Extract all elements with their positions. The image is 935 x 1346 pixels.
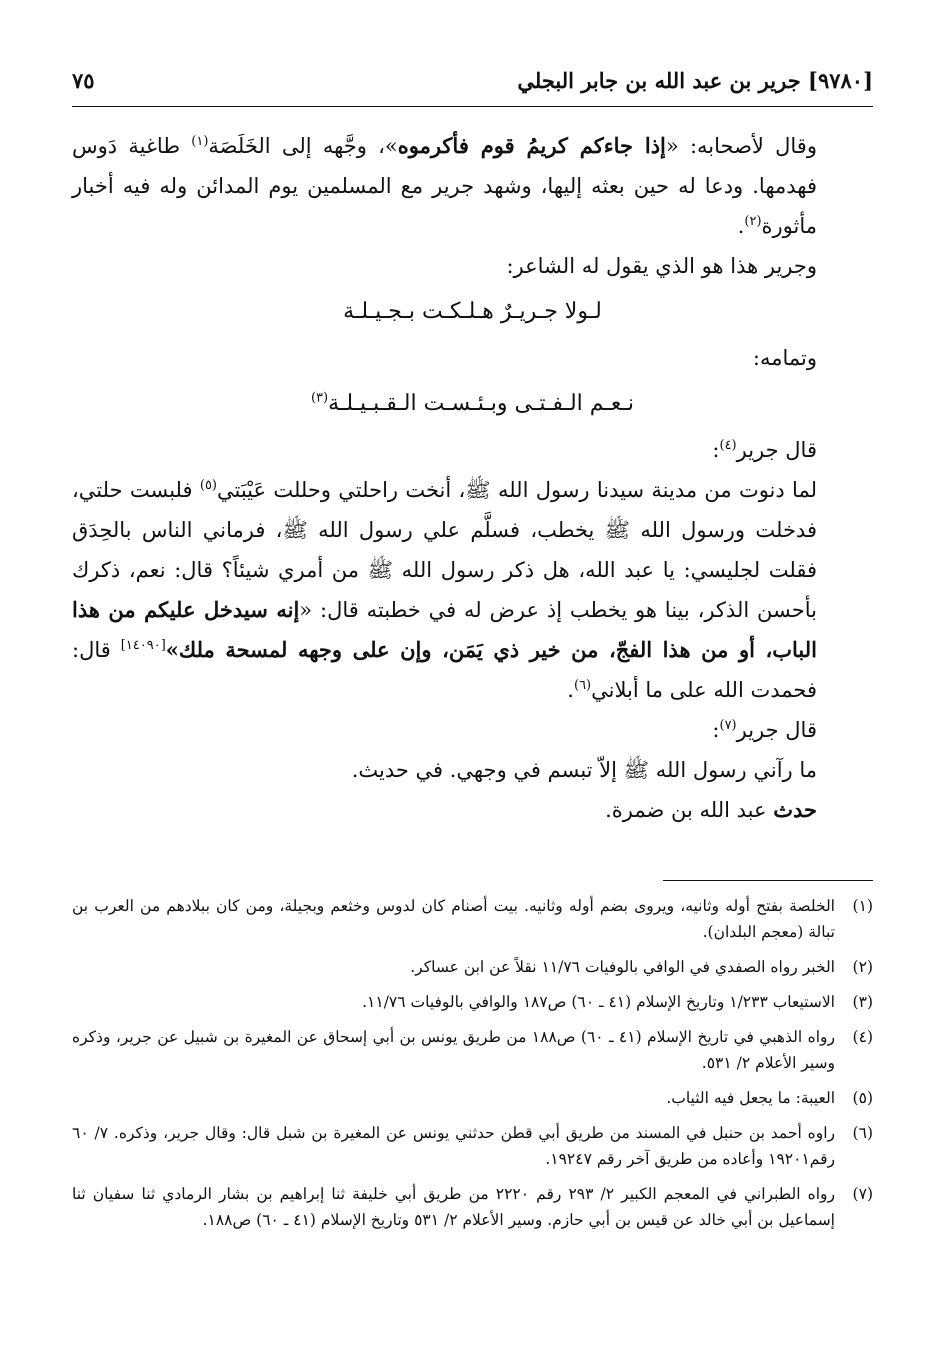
footnote-text: الاستيعاب ١/٢٣٣ وتاريخ الإسلام (٤١ ـ ٦٠) ص١٨٧ والوافي بالوفيات ١١/٧٦.: [362, 993, 835, 1011]
text-run: .: [567, 678, 574, 702]
paragraph-4: [72, 430, 873, 470]
footnote-text: رواه الذهبي في تاريخ الإسلام (٤١ ـ ٦٠) ص١٨٨ من طريق يونس بن أبي إسحاق عن المغيرة بن شبيل عن جرير، وذكره وسير الأعلام ٢/ ٥٣١.: [72, 1028, 835, 1072]
text-run: حدث: [773, 797, 817, 822]
footnote-text: راوه أحمد بن حنبل في المسند من طريق أبي قطن حدثني يونس عن المغيرة بن شبل قال: وقال جرير، وذكره. ٧/ ٦٠ رقم١٩٢٠١ وأعاده من طريق آخر رقم ١٩٢٤٧.: [72, 1124, 835, 1168]
footnote-text: الخلصة بفتح أوله وثانيه، ويروى بضم أوله وثانيه. بيت أصنام كان لدوس وخثعم وبجيلة، ومن كان ببلادهم من العرب بن تبالة (معجم البلدان).: [72, 897, 835, 941]
hadith-number: [١٤٠٩٠]: [120, 638, 166, 653]
footnote-text: الخبر رواه الصفدي في الوافي بالوفيات ١١/٧٦ نقلاً عن ابن عساكر.: [410, 958, 835, 976]
footnote: [72, 954, 873, 980]
paragraph-1: [72, 126, 873, 246]
text-run: قال: فحمدت الله على ما أبلاني: [72, 638, 817, 702]
text-run: »، وجَّهه إلى الخَلَصَة: [208, 134, 398, 158]
paragraph-2: وجرير هذا هو الذي يقول له الشاعر:: [506, 254, 817, 278]
text-run: قال جرير: [736, 438, 817, 462]
running-title: [٩٧٨٠] جرير بن عبد الله بن جابر البجلي: [517, 68, 873, 93]
footnote-text: رواه الطبراني في المعجم الكبير ٢/ ٢٩٣ رقم ٢٢٢٠ من طريق أبي خليفة ثنا إبراهيم بن بشار الرمادي ثنا سفيان ثنا إسماعيل بن أبي خالد عن قيس بن أبي حازم. وسير الأعلام ٢/ ٥٣١ وتاريخ الإسلام (٤١ ـ ٦٠) ص١٨٨.: [72, 1185, 835, 1229]
text-run: طاغية دَوس فهدمها. ودعا له حين بعثه إليها، وشهد جرير مع المسلمين يوم المدائن وله فيه أخبار مأثورة: [72, 134, 817, 238]
paragraph-6: [72, 710, 873, 750]
footnote-number: (١): [852, 897, 873, 915]
footnote-number: (٤): [852, 1028, 873, 1046]
text-run: عبد الله بن ضمرة.: [605, 798, 774, 822]
text-run: لما دنوت من مدينة سيدنا رسول الله ﷺ، أنخت راحلتي وحللت عَيْبَتي: [217, 478, 817, 502]
footnote-number: (٦): [852, 1124, 873, 1142]
footnote-ref: (٢): [744, 214, 762, 229]
text-run: :: [712, 718, 720, 742]
footnote-separator: [663, 880, 873, 881]
verse-line-1: لـولا جـريـرٌ هـلـكـت بـجـيـلـة: [343, 299, 602, 324]
footnote: [72, 1085, 873, 1111]
footnote-ref: (٦): [573, 678, 592, 693]
paragraph-8: [72, 790, 873, 830]
footnote-text: العيبة: ما يجعل فيه الثياب.: [666, 1089, 835, 1107]
paragraph-7: ما رآني رسول الله ﷺ إلاّ تبسم في وجهي. في حديث.: [351, 758, 817, 782]
text-run: فلبست حلتي، فدخلت ورسول الله ﷺ يخطب، فسلَّم علي رسول الله ﷺ، فرماني الناس بالحِدَق فقلت لجليسي: يا عبد الله، هل ذكر رسول الله ﷺ من أمري شيئاً؟ قال: نعم، ذكرك بأحسن الذكر، بينا هو يخطب إذ عرض له في خطبته قال: «: [72, 478, 817, 622]
page-number: ٧٥: [72, 68, 95, 93]
footnote-number: (٣): [852, 993, 873, 1011]
paragraph-3: وتمامه:: [752, 346, 817, 370]
footnote-ref: (٧): [719, 718, 737, 733]
footnote-ref: (٤): [719, 438, 737, 453]
footnotes: [72, 893, 873, 1242]
text-run: قال جرير: [736, 718, 817, 742]
footnote: [72, 1181, 873, 1233]
verse-text: نـعـم الـفـتـى وبـئـسـت الـقـبـيـلـة: [328, 391, 635, 416]
hadith-quote: إنه سيدخل عليكم من هذا الباب، أو من هذا الفجّ، من خير ذي يَمَن، وإن على وجهه لمسحة ملك: [72, 597, 817, 662]
footnote: [72, 989, 873, 1015]
page-header: [72, 62, 873, 107]
footnote-number: (٢): [852, 958, 873, 976]
text-run: »: [165, 637, 179, 662]
text-run: .: [737, 214, 745, 238]
footnote: [72, 893, 873, 945]
hadith-quote: إذا جاءكم كريمُ قوم فأكرموه: [397, 133, 666, 158]
footnote-ref: (٥): [199, 478, 217, 493]
paragraph-5: [72, 470, 873, 710]
verse-line-2: [72, 384, 873, 424]
footnote-number: (٧): [852, 1185, 873, 1203]
footnote-ref: (٣): [310, 390, 329, 406]
text-run: وقال لأصحابه: «: [665, 134, 817, 158]
main-text: [72, 126, 873, 830]
text-run: :: [712, 438, 720, 462]
footnote: [72, 1024, 873, 1076]
footnote-number: (٥): [852, 1089, 873, 1107]
footnote-ref: (١): [191, 134, 209, 149]
footnote: [72, 1120, 873, 1172]
